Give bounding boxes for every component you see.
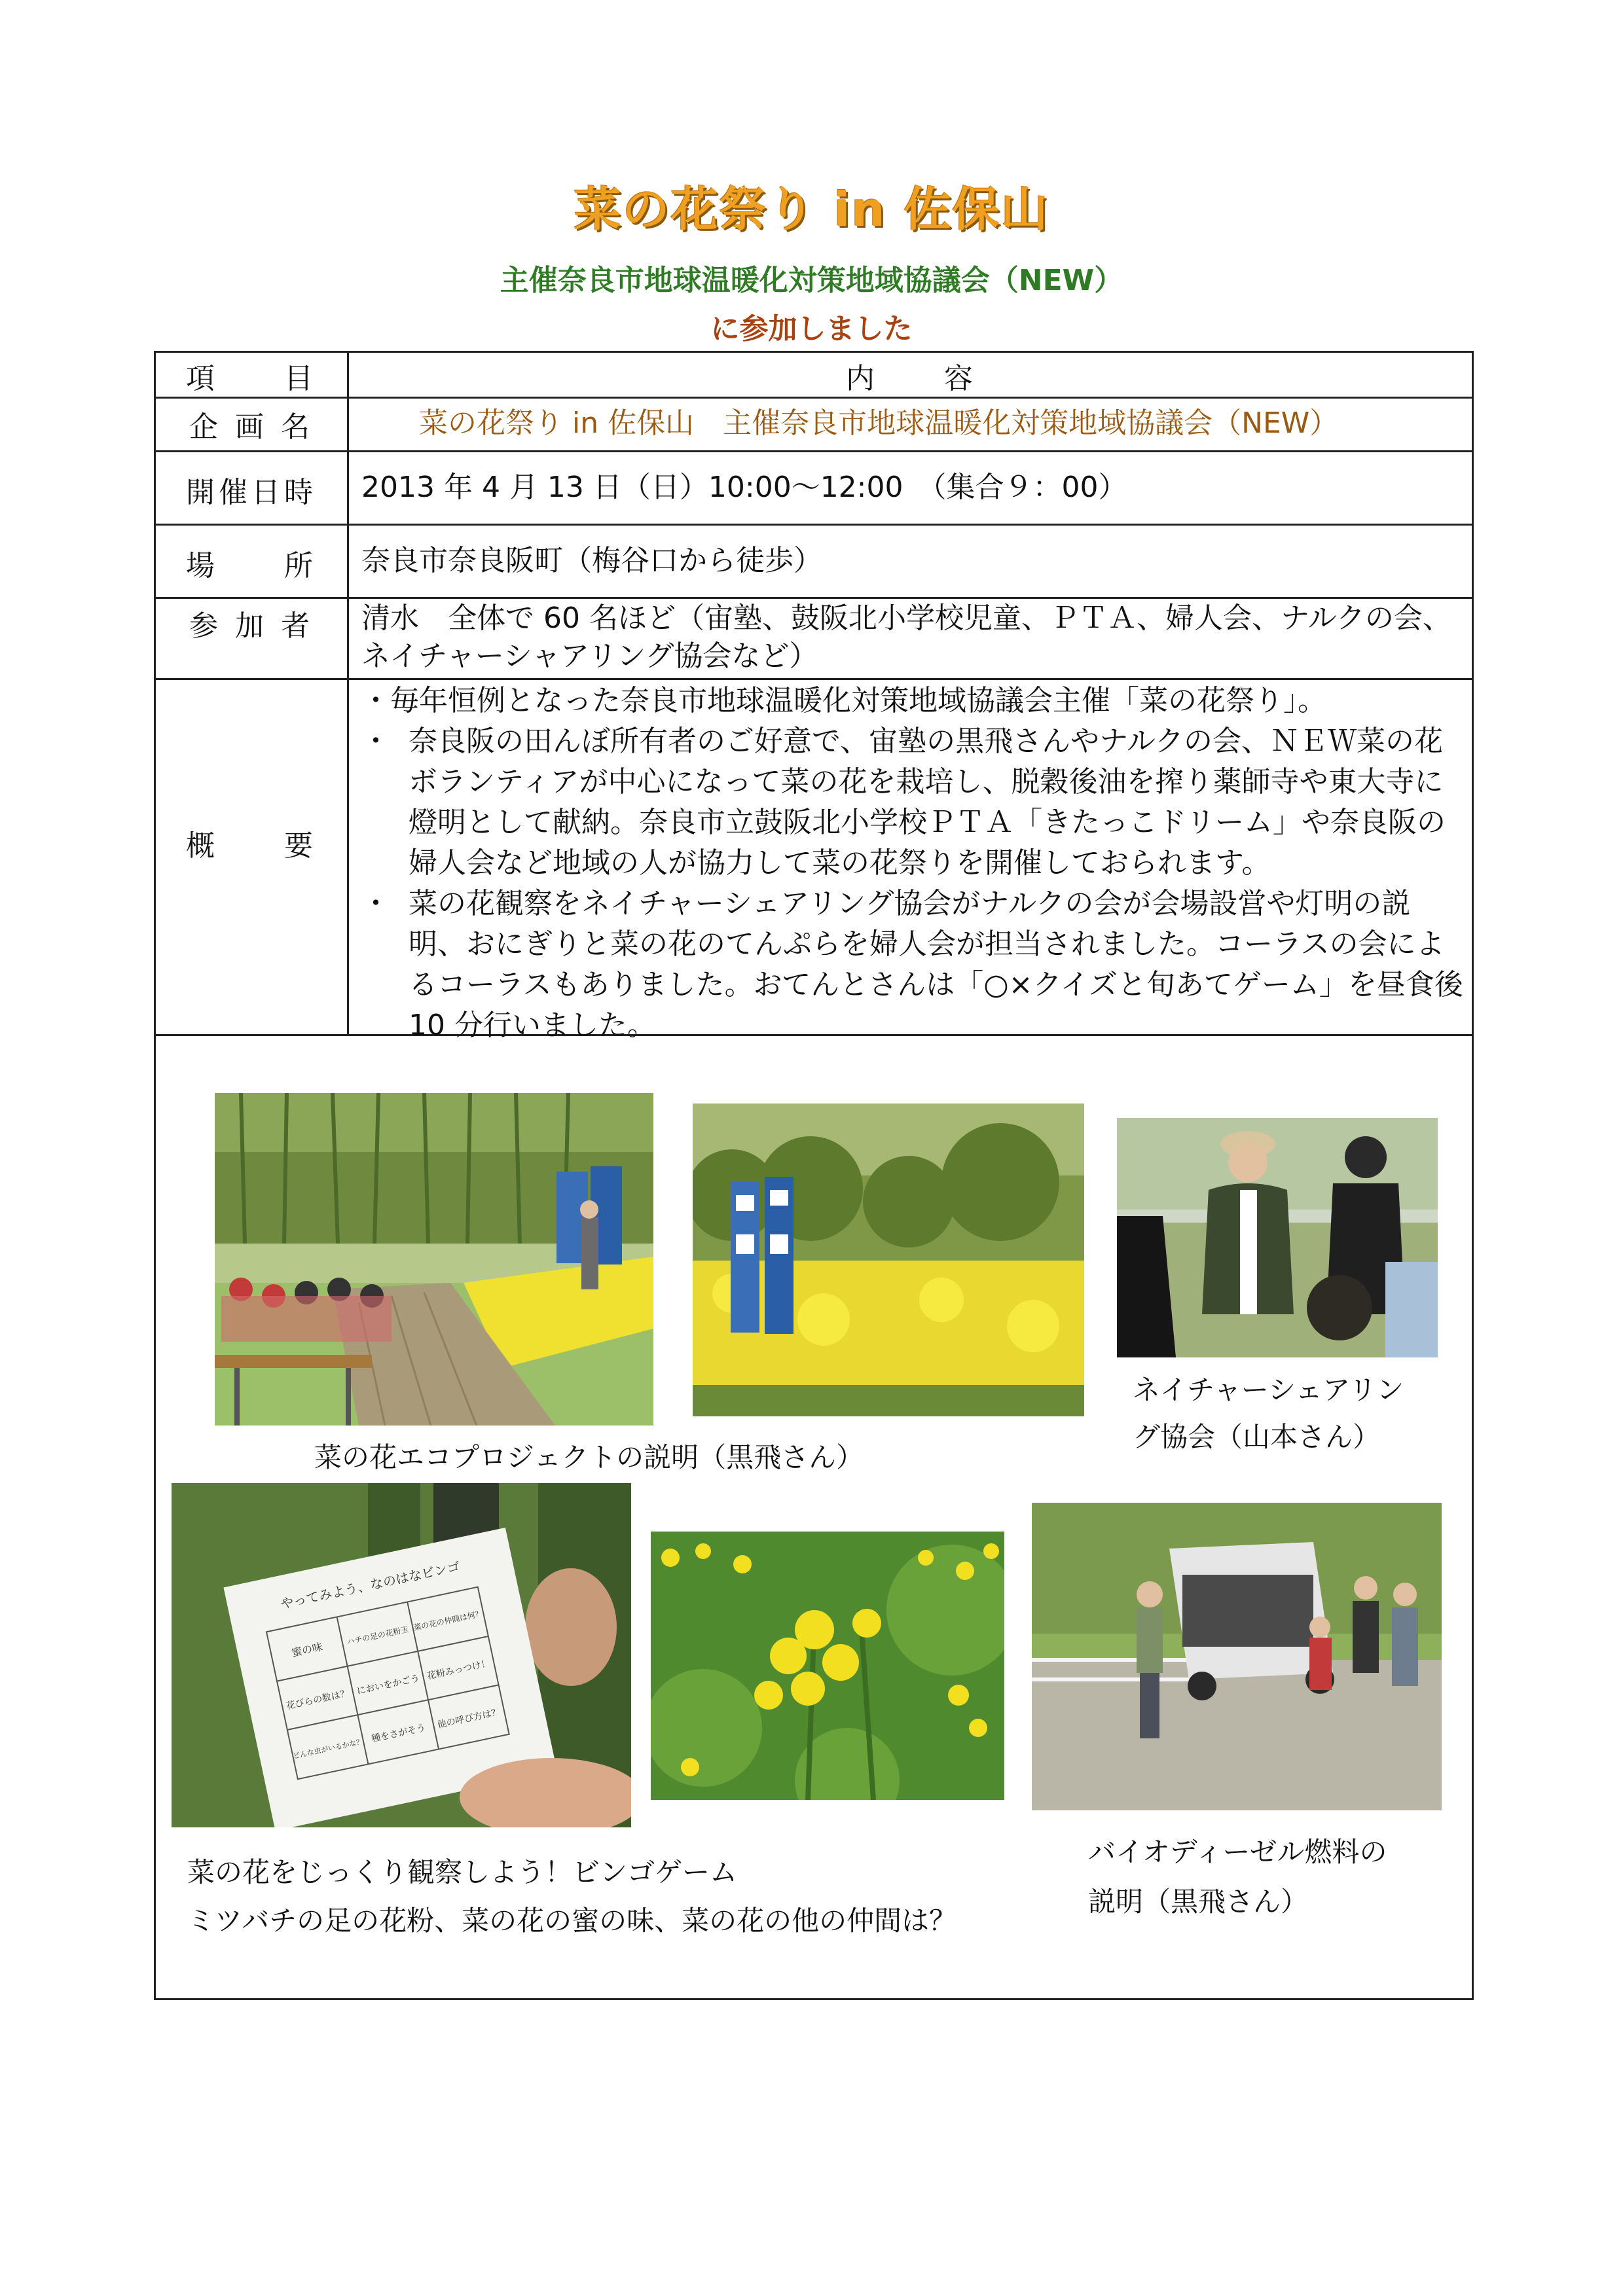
table-row-divider	[154, 524, 1474, 526]
caption-bingo-line1: 菜の花をじっくり観察しよう！ビンゴゲーム	[187, 1856, 738, 1888]
row-label-place: 場 所	[186, 549, 317, 583]
photo-biodiesel-van	[1032, 1503, 1442, 1810]
row-value-participants-line2: ネイチャーシャアリング協会など）	[361, 639, 818, 673]
row-value-place: 奈良市奈良阪町（梅谷口から徒歩）	[361, 544, 822, 577]
bingo-cell: 種をさがそう	[370, 1723, 427, 1745]
row-label-plan: 企 画 名	[189, 410, 314, 444]
row-label-participants: 参 加 者	[189, 609, 314, 643]
photo-eco-project-field	[215, 1093, 653, 1426]
bingo-cell: ハチの足の花粉玉	[346, 1624, 410, 1647]
row-label-summary: 概 要	[186, 829, 317, 863]
caption-biodiesel-line2: 説明（黒飛さん）	[1088, 1886, 1309, 1918]
summary-content	[361, 681, 1468, 1046]
table-row-divider	[154, 450, 1474, 452]
summary-intro: ・毎年恒例となった奈良市地球温暖化対策地域協議会主催「菜の花祭り」。	[361, 684, 1326, 717]
summary-paragraph	[361, 884, 1468, 1046]
caption-eco-project: 菜の花エコプロジェクトの説明（黒飛さん）	[314, 1441, 864, 1473]
row-value-plan: 菜の花祭り in 佐保山 主催奈良市地球温暖化対策地域協議会（NEW）	[419, 406, 1339, 440]
table-row-divider	[154, 597, 1474, 599]
bingo-card-heading: やってみよう、なのはなビンゴ	[279, 1558, 462, 1612]
bingo-cell: 他の呼び方は？	[436, 1706, 501, 1731]
caption-nature-sharing-line2: グ協会（山本さん）	[1133, 1421, 1381, 1453]
subtitle-organizer: 主催奈良市地球温暖化対策地域協議会（NEW）	[500, 264, 1123, 297]
table-row-divider	[154, 397, 1474, 399]
photo-blossom-field-banners	[693, 1103, 1084, 1416]
caption-biodiesel-line1: バイオディーゼル燃料の	[1088, 1836, 1387, 1868]
bingo-cell: どんな虫がいるかな？	[292, 1737, 365, 1761]
caption-nature-sharing-line1: ネイチャーシェアリン	[1133, 1374, 1404, 1406]
summary-paragraph-text: 菜の花観察をネイチャーシェアリング協会がナルクの会が会場設営や灯明の説明、おにぎりと菜の花のてんぷらを婦人会が担当されました。コーラスの会によるコーラスもありました。おてんとさんは「○×クイズと旬あてゲーム」を昼食後 10 分行いました。	[409, 887, 1463, 1042]
bingo-cell: 菜の花の仲間は何？	[412, 1609, 484, 1633]
table-column-divider	[347, 351, 349, 1035]
bingo-cell: 花粉みっつけ！	[426, 1658, 492, 1682]
header-item-label: 項 目	[186, 362, 317, 395]
table-row-divider	[154, 678, 1474, 680]
row-label-date: 開催日時	[186, 476, 317, 509]
photo-nature-sharing	[1117, 1118, 1438, 1357]
caption-bingo-line2: ミツバチの足の花粉、菜の花の蜜の味、菜の花の他の仲間は？	[187, 1905, 957, 1937]
photo-bingo-card	[172, 1483, 631, 1827]
page-title: 菜の花祭り in 佐保山	[574, 182, 1049, 237]
row-value-participants-line1: 清水 全体で 60 名ほど（宙塾、鼓阪北小学校児童、ＰＴＡ、婦人会、ナルクの会、	[361, 601, 1451, 635]
bullet-mark: ・	[361, 725, 390, 758]
row-value-date: 2013 年 4 月 13 日（日）10:00〜12:00 （集合９：00）	[361, 471, 1127, 504]
bullet-mark: ・	[361, 887, 390, 920]
summary-paragraph	[361, 721, 1468, 884]
subtitle-participated: に参加しました	[710, 312, 913, 346]
bingo-cell: 花びらの数は？	[285, 1688, 350, 1712]
bingo-cell: においをかごう	[356, 1673, 421, 1697]
bingo-cell: 蜜の味	[290, 1640, 324, 1659]
photo-rape-blossom-closeup	[651, 1532, 1004, 1800]
summary-paragraph-text: 奈良阪の田んぼ所有者のご好意で、宙塾の黒飛さんやナルクの会、ＮＥＷ菜の花ボランティアが中心になって菜の花を栽培し、脱穀後油を搾り薬師寺や東大寺に燈明として献納。奈良市立鼓阪北小学校ＰＴＡ「きたっこドリーム」や奈良阪の婦人会など地域の人が協力して菜の花祭りを開催しておられます。	[409, 725, 1446, 880]
header-content-label: 内 容	[846, 362, 977, 395]
